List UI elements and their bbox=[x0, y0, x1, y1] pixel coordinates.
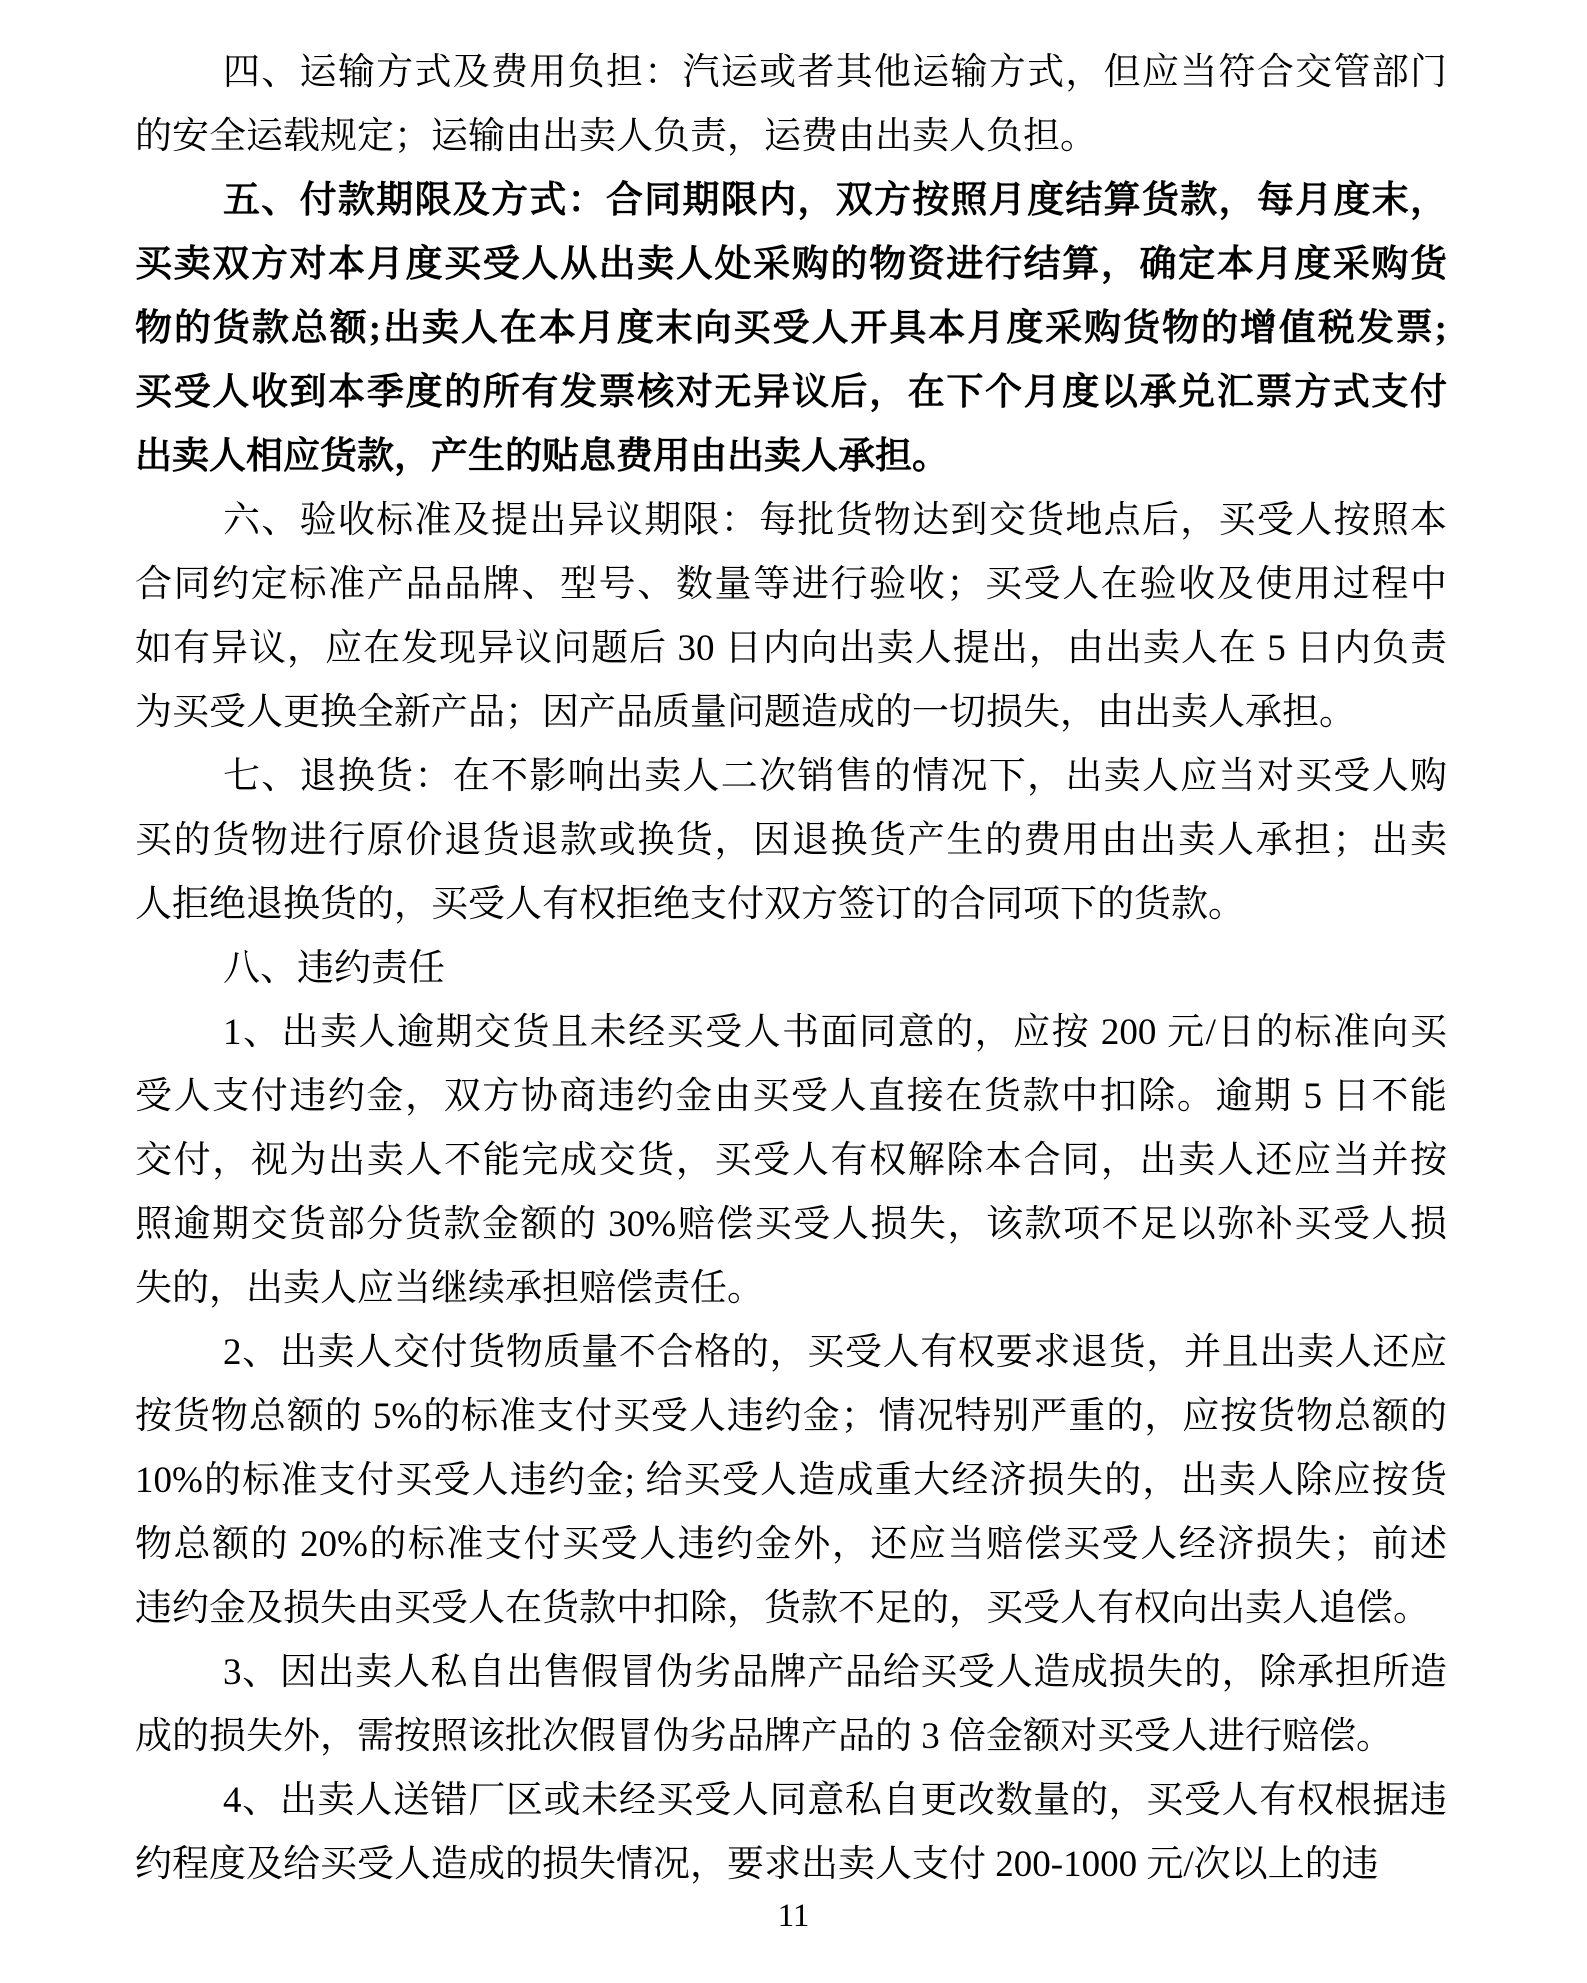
text-line: 的安全运载规定；运输由出卖人负责，运费由出卖人负担。 bbox=[135, 116, 1097, 157]
text-line: 四、运输方式及费用负担：汽运或者其他运输方式，但应当符合交管部门 bbox=[223, 52, 1447, 93]
text-line: 六、验收标准及提出异议期限：每批货物达到交货地点后，买受人按照本 bbox=[223, 500, 1447, 541]
text-line: 10%的标准支付买受人违约金; 给买受人造成重大经济损失的，出卖人除应按货 bbox=[135, 1460, 1447, 1501]
text-line: 1、出卖人逾期交货且未经买受人书面同意的，应按 200 元/日的标准向买 bbox=[223, 1012, 1447, 1053]
page-number: 11 bbox=[777, 1898, 810, 1934]
text-line: 成的损失外，需按照该批次假冒伪劣品牌产品的 3 倍金额对买受人进行赔偿。 bbox=[135, 1716, 1393, 1757]
para-5-payment-terms bbox=[135, 169, 1447, 489]
text-line: 买的货物进行原价退货退款或换货，因退换货产生的费用由出卖人承担；出卖 bbox=[135, 820, 1447, 861]
text-line: 合同约定标准产品品牌、型号、数量等进行验收；买受人在验收及使用过程中 bbox=[135, 564, 1447, 605]
text-line: 物的货款总额;出卖人在本月度末向买受人开具本月度采购货物的增值税发票; bbox=[135, 308, 1447, 349]
para-4-transport bbox=[135, 41, 1447, 169]
text-line: 七、退换货：在不影响出卖人二次销售的情况下，出卖人应当对买受人购 bbox=[223, 756, 1447, 797]
text-line: 出卖人相应货款，产生的贴息费用由出卖人承担。 bbox=[135, 436, 949, 477]
text-line: 3、因出卖人私自出售假冒伪劣品牌产品给买受人造成损失的，除承担所造 bbox=[223, 1652, 1447, 1693]
text-line: 受人支付违约金，双方协商违约金由买受人直接在货款中扣除。逾期 5 日不能 bbox=[135, 1076, 1447, 1117]
text-line: 4、出卖人送错厂区或未经买受人同意私自更改数量的，买受人有权根据违 bbox=[223, 1780, 1447, 1821]
text-line: 买受人收到本季度的所有发票核对无异议后，在下个月度以承兑汇票方式支付 bbox=[135, 372, 1447, 413]
item-3-counterfeit bbox=[135, 1641, 1447, 1769]
text-line: 五、付款期限及方式：合同期限内，双方按照月度结算货款，每月度末， bbox=[223, 180, 1447, 221]
text-line: 交付，视为出卖人不能完成交货，买受人有权解除本合同，出卖人还应当并按 bbox=[135, 1140, 1447, 1181]
para-7-returns bbox=[135, 745, 1447, 937]
text-line: 如有异议，应在发现异议问题后 30 日内向出卖人提出，由出卖人在 5 日内负责 bbox=[135, 628, 1447, 669]
text-line: 八、违约责任 bbox=[223, 948, 445, 989]
text-line: 人拒绝退换货的，买受人有权拒绝支付双方签订的合同项下的货款。 bbox=[135, 884, 1245, 925]
text-line: 失的，出卖人应当继续承担赔偿责任。 bbox=[135, 1268, 764, 1309]
text-line: 2、出卖人交付货物质量不合格的，买受人有权要求退货，并且出卖人还应 bbox=[223, 1332, 1447, 1373]
item-1-late-delivery bbox=[135, 1001, 1447, 1321]
text-line: 违约金及损失由买受人在货款中扣除，货款不足的，买受人有权向出卖人追偿。 bbox=[135, 1588, 1430, 1629]
text-line: 买卖双方对本月度买受人从出卖人处采购的物资进行结算，确定本月度采购货 bbox=[135, 244, 1447, 285]
text-line: 照逾期交货部分货款金额的 30%赔偿买受人损失，该款项不足以弥补买受人损 bbox=[135, 1204, 1447, 1245]
para-8-breach-heading bbox=[135, 937, 1447, 1001]
para-6-acceptance bbox=[135, 489, 1447, 745]
item-2-quality-breach bbox=[135, 1321, 1447, 1641]
item-4-wrong-delivery bbox=[135, 1769, 1447, 1897]
text-line: 约程度及给买受人造成的损失情况，要求出卖人支付 200-1000 元/次以上的违 bbox=[135, 1844, 1379, 1885]
text-line: 按货物总额的 5%的标准支付买受人违约金；情况特别严重的，应按货物总额的 bbox=[135, 1396, 1447, 1437]
contract-text bbox=[135, 41, 1447, 1897]
text-line: 物总额的 20%的标准支付买受人违约金外，还应当赔偿买受人经济损失；前述 bbox=[135, 1524, 1447, 1565]
text-line: 为买受人更换全新产品；因产品质量问题造成的一切损失，由出卖人承担。 bbox=[135, 692, 1356, 733]
